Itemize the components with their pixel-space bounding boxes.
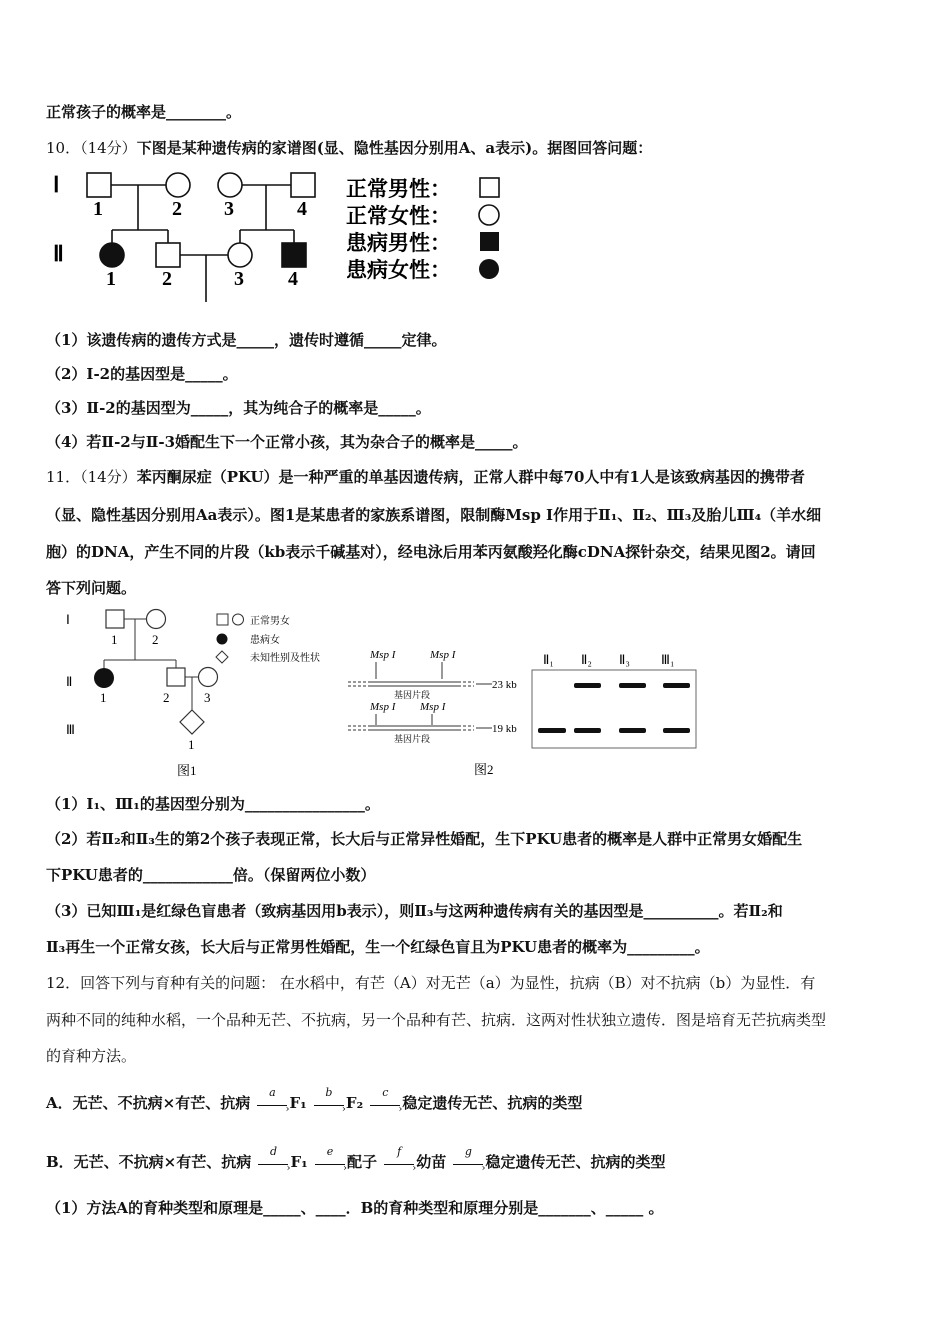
- g1-label-4: 4: [297, 198, 307, 220]
- method-b-result: 稳定遗传无芒、抗病的类型: [485, 1153, 666, 1171]
- fig2-lane-III1: Ⅲ₁: [661, 652, 675, 667]
- fig1-II1-label: 1: [100, 690, 107, 705]
- arrow-d: d ›: [258, 1156, 288, 1170]
- fig1-II2-label: 2: [163, 690, 170, 705]
- fig1-II3-label: 3: [204, 690, 211, 705]
- arrow-b: b ›: [314, 1097, 344, 1111]
- legend-normal-male: 正常男性：: [346, 177, 451, 201]
- q11-sub3-line1: （3）已知Ⅲ₁是红绿色盲患者（致病基因用b表示），则Ⅱ₃与这两种遗传病有关的基因型是__________。若Ⅱ₂和: [46, 902, 783, 920]
- q10-sub2: （2）Ⅰ-2的基因型是_____。: [46, 365, 238, 383]
- band-II2-19kb: [574, 728, 601, 733]
- pedigree-II2-male: [156, 243, 180, 267]
- pedigree-I2-female: [166, 173, 190, 197]
- method-a-result: 稳定遗传无芒、抗病的类型: [402, 1094, 583, 1112]
- arrow-d-label: d: [269, 1145, 277, 1158]
- method-a-step-f2: F₂: [345, 1094, 364, 1112]
- fig2-size-23kb: 23 kb: [492, 679, 517, 691]
- arrow-c: c ›: [370, 1097, 400, 1111]
- pedigree-II1-affected-female: [100, 243, 124, 267]
- q10-sub3: （3）Ⅱ-2的基因型为_____，其为纯合子的概率是_____。: [46, 399, 431, 417]
- arrow-a: a ›: [257, 1097, 287, 1111]
- fig1-I1-label: 1: [111, 632, 118, 647]
- fig2-enzyme-label-3: Msp I: [370, 701, 396, 713]
- fig1-gen-1: Ⅰ: [66, 612, 70, 627]
- legend-normal-female: 正常女性：: [346, 204, 451, 228]
- q12-stem-line-1: [46, 973, 815, 993]
- band-II3-19kb: [619, 728, 646, 733]
- legend-square-icon: [480, 178, 499, 197]
- pedigree-II4-affected-male: [282, 243, 306, 267]
- fig2-caption: 图2: [474, 762, 494, 777]
- fig1-legend-normal: 正常男女: [250, 616, 290, 627]
- fig2-enzyme-label-1: Msp I: [370, 649, 396, 661]
- band-III1-23kb: [663, 683, 690, 688]
- g1-label-1: 1: [93, 198, 103, 220]
- pedigree-I3-female: [218, 173, 242, 197]
- arrow-g: g ›: [453, 1156, 483, 1170]
- fig1-III1-label: 1: [188, 737, 195, 752]
- legend-affected-male: 患病男性：: [346, 231, 451, 255]
- legend-circle-icon: [479, 205, 499, 225]
- q12-number: 12．: [46, 974, 81, 992]
- q12-stem-line-3: 的育种方法。: [46, 1047, 137, 1065]
- band-II3-23kb: [619, 683, 646, 688]
- method-a-prefix: A．无芒、不抗病×有芒、抗病: [46, 1094, 251, 1112]
- arrow-g-label: g: [464, 1145, 472, 1158]
- g2-label-1: 1: [106, 268, 116, 290]
- q12-sub1: （1）方法A的育种类型和原理是_____、____．B的育种类型和原理分别是_______、_____ 。: [46, 1199, 664, 1217]
- q11-sub1: （1）I₁、Ⅲ₁的基因型分别为________________。: [46, 795, 380, 813]
- q10-sub1: （1）该遗传病的遗传方式是_____，遗传时遵循_____定律。: [46, 331, 447, 349]
- band-III1-19kb: [663, 728, 690, 733]
- q11-stem-line-1: [46, 467, 805, 487]
- q10-pedigree: [40, 162, 510, 312]
- fig2-lane-II3: Ⅱ₃: [619, 652, 630, 667]
- fig1-caption: 图1: [177, 763, 197, 778]
- fig2-fragment-label-2: 基因片段: [394, 734, 431, 744]
- q11-sub3-line2: Ⅱ₃再生一个正常女孩，长大后与正常男性婚配，生一个红绿色盲且为PKU患者的概率为_________。: [46, 938, 710, 956]
- arrow-b-label: b: [325, 1086, 333, 1099]
- q11-sub2-line1: （2）若Ⅱ₂和Ⅱ₃生的第2个孩子表现正常，长大后与正常异性婚配，生下PKU患者的概率是人群中正常男女婚配生: [46, 830, 803, 848]
- legend-affected-female: 患病女性：: [346, 258, 451, 282]
- q11-stem-line-4: 答下列问题。: [46, 579, 137, 597]
- q12-method-b: [46, 1145, 666, 1174]
- q11-stem-line-3: 胞）的DNA，产生不同的片段（kb表示千碱基对），经电泳后用苯丙氨酸羟化酶cDNA探针杂交，结果见图2。请回: [46, 543, 816, 561]
- method-b-step-f1: F₁: [290, 1153, 308, 1171]
- g1-label-3: 3: [224, 198, 234, 220]
- fig2-enzyme-label-2: Msp I: [430, 649, 456, 661]
- gen-label-2: Ⅱ: [53, 241, 64, 266]
- band-II1-19kb: [538, 728, 566, 733]
- fig2-fragment-label-1: 基因片段: [394, 690, 431, 700]
- q10-stem-text: 下图是某种遗传病的家谱图(显、隐性基因分别用A、a表示)。据图回答问题：: [136, 139, 653, 157]
- fig1-I2-label: 2: [152, 632, 159, 647]
- q9-tail: 正常孩子的概率是________。: [46, 103, 242, 121]
- q10-stem: [46, 138, 652, 158]
- g2-label-3: 3: [234, 268, 244, 290]
- pedigree-I4-male: [291, 173, 315, 197]
- arrow-a-label: a: [269, 1086, 276, 1099]
- band-II2-23kb: [574, 683, 601, 688]
- q12-stem-text-1: 回答下列与育种有关的问题： 在水稻中，有芒（A）对无芒（a）为显性，抗病（B）对不抗病（b）为显性．有: [80, 974, 816, 992]
- q12-method-a: [46, 1086, 583, 1115]
- method-b-prefix: B．无芒、不抗病×有芒、抗病: [46, 1153, 252, 1171]
- q10-score: （14分）: [80, 139, 137, 157]
- q11-stem-text-1: 苯丙酮尿症（PKU）是一种严重的单基因遗传病，正常人群中每70人中有1人是该致病基因的携带者: [136, 468, 805, 486]
- pedigree-II3-female: [228, 243, 252, 267]
- q12-stem-line-2: 两种不同的纯种水稻，一个品种无芒、不抗病，另一个品种有芒、抗病．这两对性状独立遗传．图是培育无芒抗病类型: [46, 1011, 827, 1029]
- arrow-f: f ›: [384, 1156, 414, 1170]
- g1-label-2: 2: [172, 198, 182, 220]
- fig1-gen-2: Ⅱ: [66, 674, 73, 689]
- q10-number: 10．: [46, 139, 81, 157]
- arrow-c-label: c: [382, 1086, 389, 1099]
- fig2-size-19kb: 19 kb: [492, 723, 517, 735]
- arrow-f-label: f: [397, 1145, 402, 1158]
- legend-filled-square-icon: [480, 232, 499, 251]
- gen-label-1: Ⅰ: [53, 172, 60, 197]
- q11-number: 11．: [46, 468, 81, 486]
- fig2-enzyme-label-4: Msp I: [420, 701, 446, 713]
- q11-score: （14分）: [80, 468, 137, 486]
- g2-label-2: 2: [162, 268, 172, 290]
- legend-filled-circle-icon: [479, 259, 499, 279]
- fig2-gel: [532, 670, 696, 748]
- arrow-e: e ›: [315, 1156, 345, 1170]
- method-b-step-seedling: 幼苗: [416, 1153, 447, 1171]
- fig2-lane-II1: Ⅱ₁: [543, 652, 554, 667]
- fig1-legend-affected: 患病女: [250, 635, 280, 646]
- fig1-legend-unknown: 未知性别及性状: [250, 653, 320, 664]
- arrow-e-label: e: [326, 1145, 334, 1158]
- g2-label-4: 4: [288, 268, 298, 290]
- q11-figure-2: [346, 646, 708, 782]
- method-b-step-gamete: 配子: [346, 1153, 377, 1171]
- fig1-gen-3: Ⅲ: [66, 722, 75, 737]
- q11-stem-line-2: （显、隐性基因分别用Aa表示）。图1是某患者的家族系谱图，限制酶Msp I作用于Ⅱ₁、Ⅱ₂、Ⅲ₃及胎儿Ⅲ₄（羊水细: [46, 506, 822, 524]
- q11-sub2-line2: 下PKU患者的____________倍。（保留两位小数）: [46, 866, 376, 884]
- q11-figure-1: [60, 606, 350, 782]
- pedigree-I1-male: [87, 173, 111, 197]
- q10-sub4: （4）若Ⅱ-2与Ⅱ-3婚配生下一个正常小孩，其为杂合子的概率是_____。: [46, 433, 528, 451]
- fig2-lane-II2: Ⅱ₂: [581, 652, 592, 667]
- method-a-step-f1: F₁: [289, 1094, 307, 1112]
